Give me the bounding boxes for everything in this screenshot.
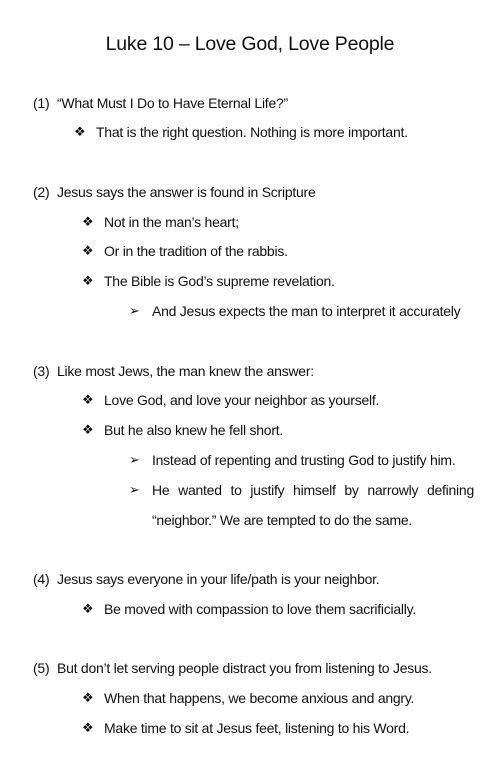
section-number: (5) (33, 660, 50, 676)
section-5-heading (33, 659, 432, 677)
sub-list-item: He wanted to justify himself by narrowly defining (152, 482, 474, 498)
list-item: Love God, and love your neighbor as yourself. (104, 392, 380, 408)
section-heading-text: Jesus says the answer is found in Scripture (57, 184, 316, 200)
list-item: Be moved with compassion to love them sacrificially. (104, 601, 416, 617)
section-number: (4) (33, 571, 50, 587)
diamond-bullet-icon: ❖ (82, 243, 94, 258)
diamond-bullet-icon: ❖ (82, 214, 94, 229)
arrow-bullet-icon: ➢ (129, 452, 140, 467)
diamond-bullet-icon: ❖ (82, 392, 94, 407)
section-heading-text: Jesus says everyone in your life/path is your neighbor. (57, 571, 380, 587)
sub-list-item: Instead of repenting and trusting God to justify him. (152, 452, 456, 468)
diamond-bullet-icon: ❖ (82, 273, 94, 288)
list-item: But he also knew he fell short. (104, 422, 284, 438)
section-heading-text: But don’t let serving people distract you from listening to Jesus. (57, 660, 432, 676)
diamond-bullet-icon: ❖ (74, 124, 86, 139)
section-2-heading (33, 183, 316, 201)
diamond-bullet-icon: ❖ (82, 690, 94, 705)
page-title: Luke 10 – Love God, Love People (105, 33, 395, 55)
section-4-heading (33, 570, 379, 588)
list-item: That is the right question. Nothing is more important. (96, 124, 408, 140)
section-1-heading (33, 94, 288, 112)
section-heading-text: “What Must I Do to Have Eternal Life?” (57, 95, 288, 111)
list-item: Not in the man’s heart; (104, 214, 239, 230)
section-number: (2) (33, 184, 50, 200)
section-3-heading (33, 362, 314, 380)
sub-list-item-continuation: “neighbor.” We are tempted to do the same. (152, 512, 413, 528)
section-number: (1) (33, 95, 50, 111)
arrow-bullet-icon: ➢ (129, 482, 140, 497)
section-number: (3) (33, 363, 50, 379)
section-heading-text: Like most Jews, the man knew the answer: (57, 363, 314, 379)
diamond-bullet-icon: ❖ (82, 601, 94, 616)
diamond-bullet-icon: ❖ (82, 720, 94, 735)
list-item: When that happens, we become anxious and angry. (104, 690, 415, 706)
list-item: Make time to sit at Jesus feet, listening to his Word. (104, 720, 410, 736)
list-item: The Bible is God’s supreme revelation. (104, 273, 335, 289)
sub-list-item: And Jesus expects the man to interpret it accurately (152, 303, 461, 319)
list-item: Or in the tradition of the rabbis. (104, 243, 288, 259)
arrow-bullet-icon: ➢ (129, 303, 140, 318)
diamond-bullet-icon: ❖ (82, 422, 94, 437)
